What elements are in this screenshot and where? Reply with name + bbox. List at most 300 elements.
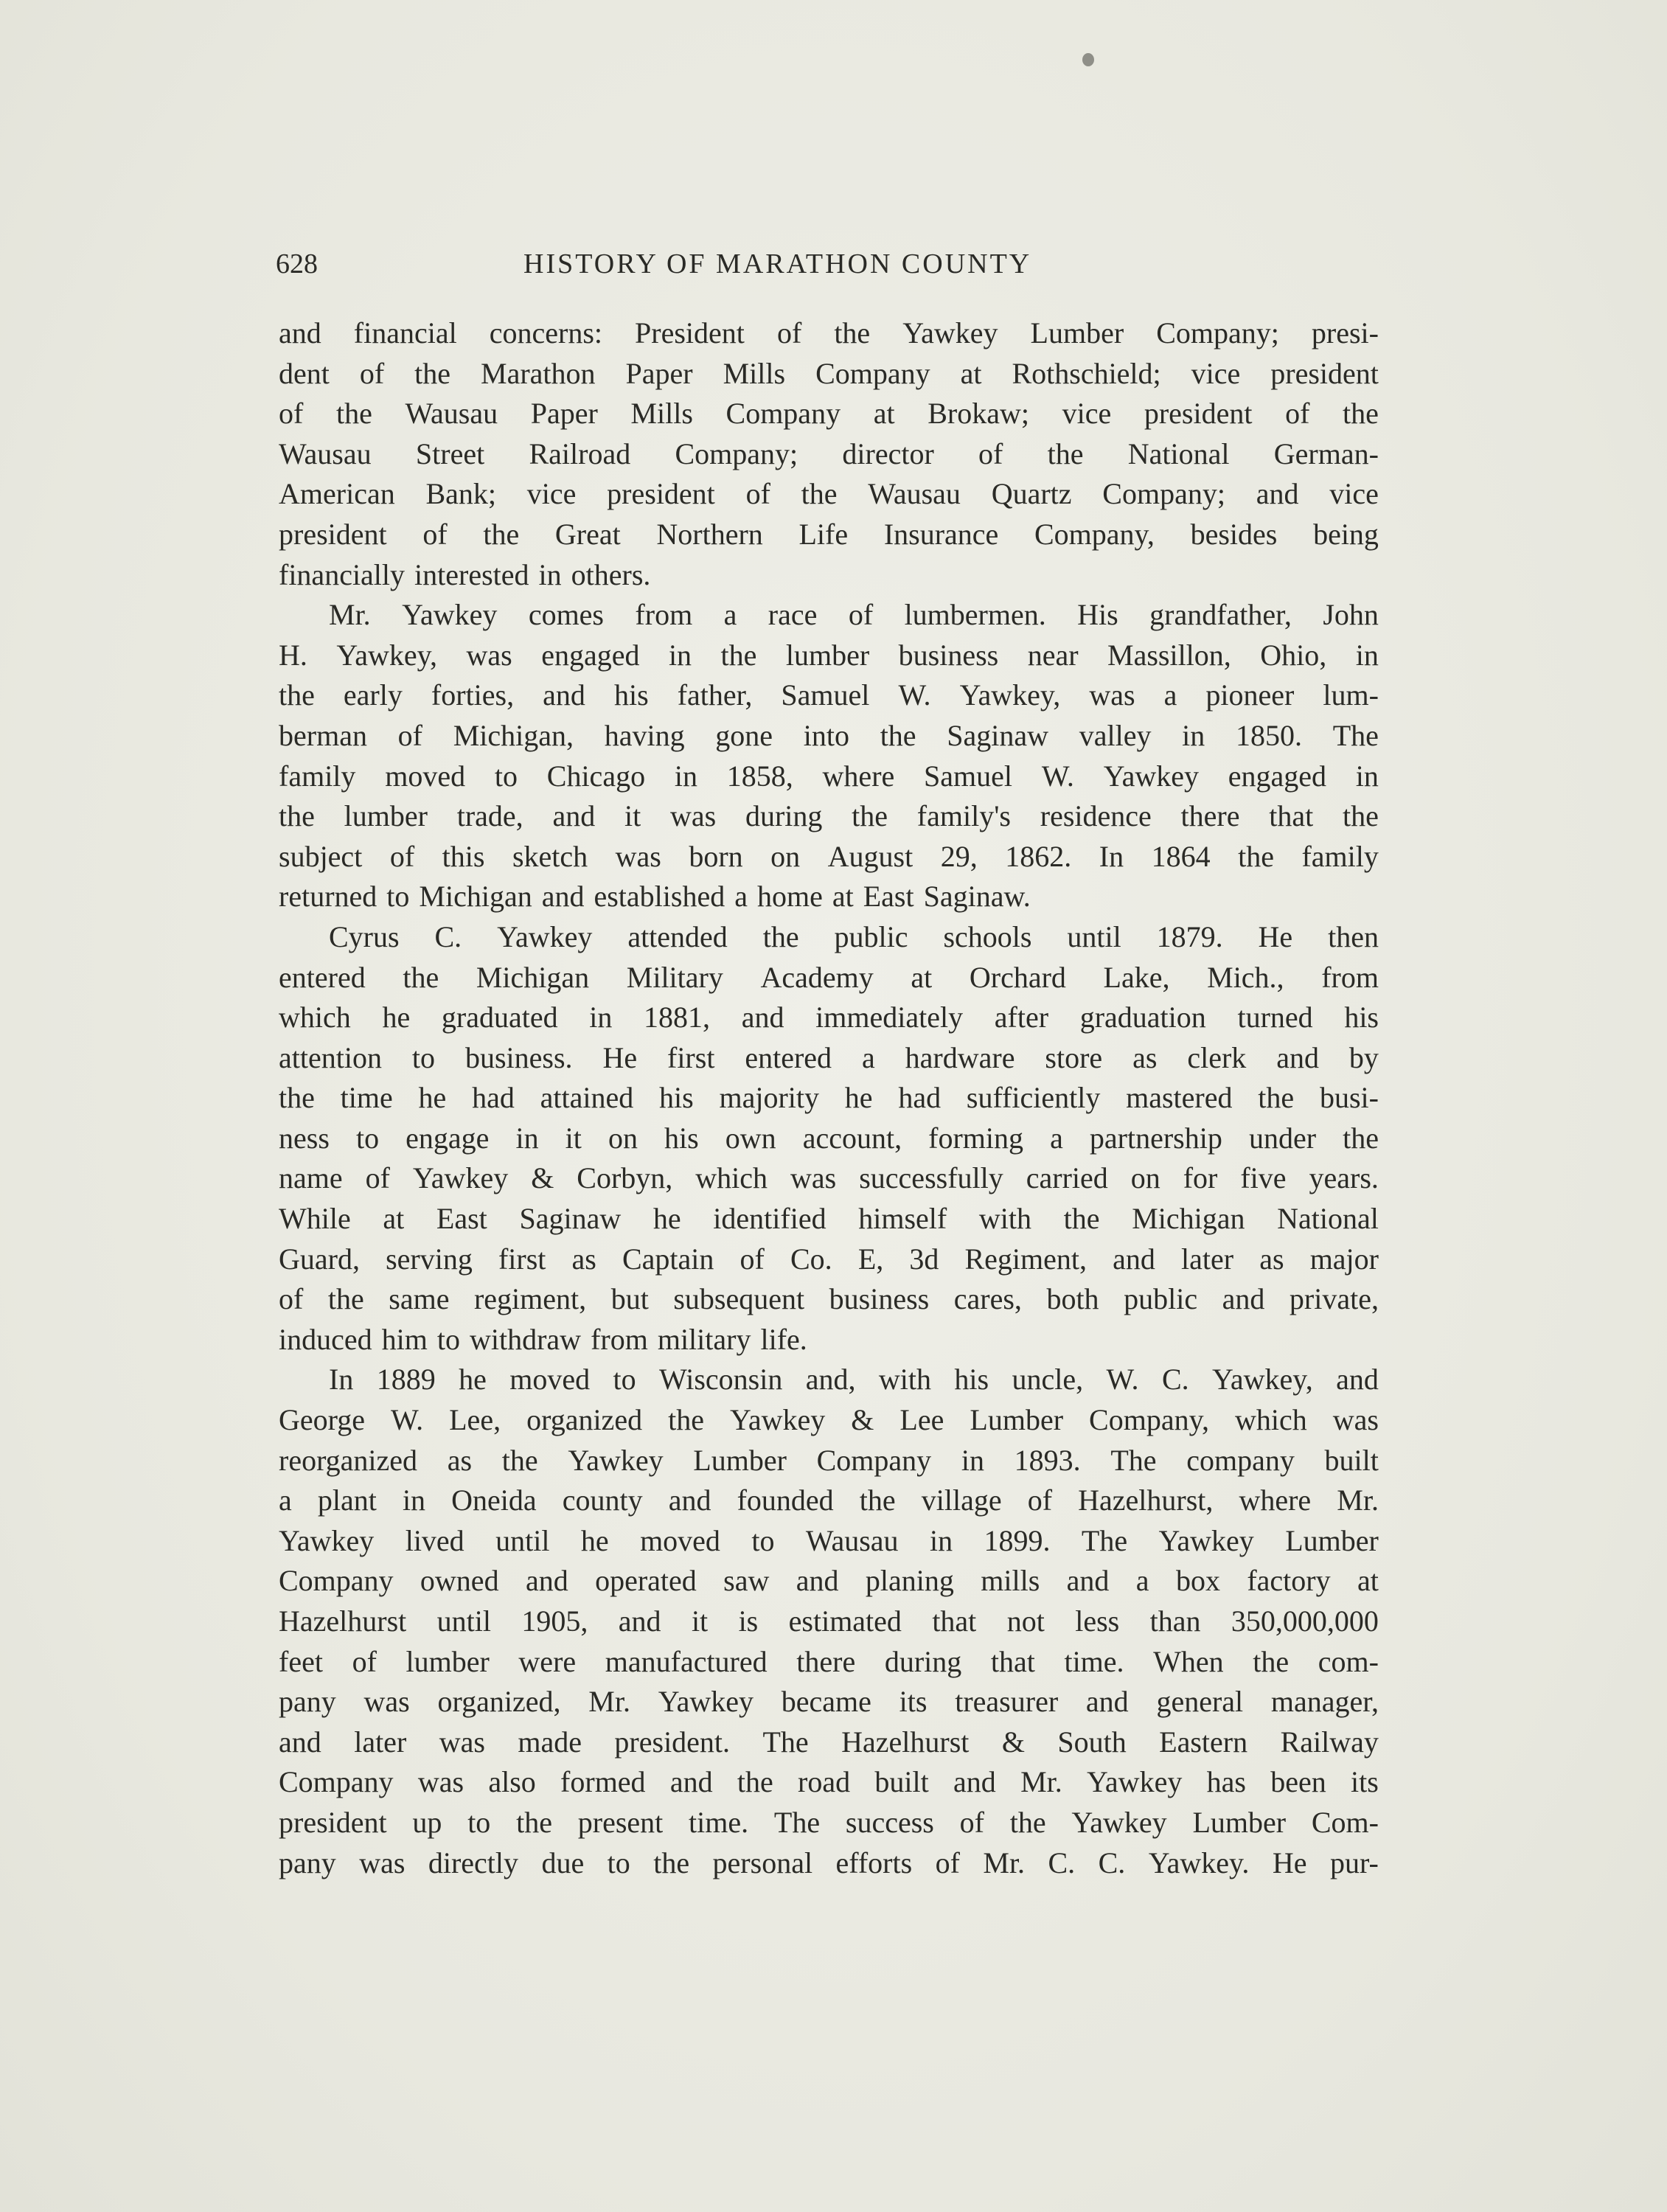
- word: Company: [725, 397, 841, 431]
- running-title: HISTORY OF MARATHON COUNTY: [523, 248, 1032, 279]
- word: was: [669, 799, 717, 833]
- word: E,: [857, 1242, 884, 1276]
- word: and,: [805, 1363, 856, 1397]
- word: pioneer: [1205, 678, 1295, 712]
- word: graduated: [441, 1001, 558, 1034]
- word: in: [402, 1484, 426, 1517]
- running-head: [276, 245, 1382, 283]
- text-line: [279, 1038, 1379, 1079]
- word: Great: [554, 517, 621, 551]
- word: graduation: [1079, 1001, 1206, 1034]
- word: became: [781, 1685, 871, 1719]
- word: not: [1006, 1604, 1045, 1638]
- word: H.: [279, 638, 307, 672]
- word: established: [594, 880, 725, 914]
- text-line: [279, 1601, 1379, 1642]
- word: grandfather,: [1149, 598, 1292, 632]
- word: owned: [420, 1564, 499, 1598]
- word: was: [1332, 1403, 1379, 1437]
- word: private,: [1289, 1282, 1379, 1316]
- text-line: [279, 716, 1379, 757]
- word: C.: [1098, 1846, 1126, 1879]
- text-line: [279, 394, 1379, 434]
- word: the: [327, 1282, 364, 1316]
- word: own: [725, 1121, 776, 1155]
- word: entered: [745, 1040, 832, 1074]
- word: he: [580, 1523, 609, 1557]
- word: forties,: [431, 678, 515, 712]
- word: and: [741, 1001, 784, 1034]
- word: on: [1130, 1161, 1160, 1195]
- word: was: [790, 1161, 837, 1195]
- word: on: [608, 1121, 638, 1155]
- word: the: [1343, 1121, 1379, 1155]
- text-line: [279, 474, 1379, 515]
- word: August: [827, 839, 913, 873]
- word: as: [1259, 1242, 1284, 1276]
- word: the: [762, 919, 799, 953]
- word: National: [1277, 1202, 1379, 1236]
- word: 1850.: [1236, 718, 1302, 752]
- word: the: [1343, 799, 1379, 833]
- text-line: [279, 354, 1379, 394]
- word: President: [635, 316, 745, 349]
- word: had: [898, 1081, 942, 1115]
- word: of: [352, 1644, 377, 1678]
- word: saw: [723, 1564, 770, 1598]
- text-line: [279, 1320, 1379, 1360]
- word: treasurer: [955, 1685, 1059, 1719]
- text-line: [279, 675, 1379, 716]
- word: to: [494, 759, 518, 793]
- word: Wausau: [868, 477, 961, 511]
- word: there: [1180, 799, 1240, 833]
- word: The: [1110, 1443, 1157, 1477]
- word: Company,: [1034, 517, 1155, 551]
- word: it: [624, 799, 641, 833]
- word: South: [1057, 1725, 1127, 1759]
- word: W.: [898, 678, 931, 712]
- word: same: [389, 1282, 450, 1316]
- word: life.: [760, 1322, 807, 1356]
- word: Lumber: [970, 1403, 1064, 1437]
- word: Mr.: [1337, 1484, 1379, 1517]
- word: Yawkey: [402, 598, 498, 632]
- body-text: [279, 313, 1379, 1883]
- word: the: [834, 316, 871, 349]
- word: Ohio,: [1260, 638, 1327, 672]
- word: until: [436, 1604, 491, 1638]
- word: was: [466, 638, 512, 672]
- word: 1862.: [1005, 839, 1072, 873]
- word: Wausau: [405, 397, 498, 431]
- word: turned: [1237, 1001, 1313, 1034]
- word: Yawkey: [1158, 1523, 1254, 1557]
- word: Yawkey: [1087, 1765, 1183, 1799]
- word: 1899.: [984, 1523, 1051, 1557]
- text-line: [279, 796, 1379, 837]
- word: also: [488, 1765, 536, 1799]
- word: was: [615, 839, 661, 873]
- word: American: [279, 477, 395, 511]
- word: to: [607, 1846, 630, 1879]
- word: successfully: [859, 1161, 1003, 1195]
- text-line: [279, 1078, 1379, 1119]
- word: Mr.: [329, 598, 371, 632]
- word: than: [1149, 1604, 1201, 1638]
- word: store: [1045, 1040, 1103, 1074]
- word: was: [359, 1846, 406, 1879]
- word: father,: [677, 678, 753, 712]
- word: Regiment,: [964, 1242, 1087, 1276]
- word: Railroad: [529, 437, 631, 470]
- word: in: [1355, 638, 1379, 672]
- word: by: [1348, 1040, 1379, 1074]
- word: then: [1328, 919, 1379, 953]
- word: plant: [317, 1484, 377, 1517]
- word: engaged: [541, 638, 640, 672]
- word: Mr.: [588, 1685, 630, 1719]
- word: public: [1124, 1282, 1198, 1316]
- text-line: [279, 1441, 1379, 1481]
- word: in: [961, 1443, 984, 1477]
- word: 1881,: [644, 1001, 711, 1034]
- word: the: [880, 718, 916, 752]
- text-line: [279, 636, 1379, 676]
- word: this: [442, 839, 485, 873]
- word: which: [1235, 1403, 1307, 1437]
- word: village: [921, 1484, 1002, 1517]
- word: pany: [279, 1846, 336, 1879]
- word: planing: [865, 1564, 954, 1598]
- word: of: [279, 397, 304, 431]
- word: to: [355, 1121, 380, 1155]
- word: &: [851, 1403, 874, 1437]
- word: founded: [737, 1484, 834, 1517]
- text-line: [279, 958, 1379, 998]
- word: C.: [434, 919, 462, 953]
- word: The: [773, 1805, 821, 1839]
- word: Military: [626, 960, 723, 994]
- word: the: [1253, 1644, 1290, 1678]
- word: Company: [279, 1765, 394, 1799]
- word: subsequent: [673, 1282, 805, 1316]
- word: Railway: [1280, 1725, 1379, 1759]
- word: Quartz: [991, 477, 1072, 511]
- word: Michigan: [476, 960, 590, 994]
- word: and: [796, 1564, 839, 1598]
- word: of: [397, 718, 422, 752]
- word: withdraw: [469, 1322, 582, 1356]
- word: identified: [713, 1202, 826, 1236]
- word: organized: [526, 1403, 643, 1437]
- word: engaged: [1228, 759, 1327, 793]
- word: president.: [614, 1725, 731, 1759]
- word: Yawkey: [279, 1523, 375, 1557]
- word: Guard,: [279, 1242, 360, 1276]
- word: Yawkey.: [1148, 1846, 1250, 1879]
- word: Insurance: [883, 517, 999, 551]
- text-line: [279, 757, 1379, 797]
- word: busi-: [1319, 1081, 1379, 1115]
- word: 29,: [940, 839, 978, 873]
- word: 1893.: [1014, 1443, 1081, 1477]
- word: of: [279, 1282, 304, 1316]
- word: engage: [406, 1121, 490, 1155]
- word: he: [652, 1202, 681, 1236]
- word: of: [848, 598, 874, 632]
- word: Lumber: [1030, 316, 1124, 349]
- word: on: [770, 839, 801, 873]
- word: of: [935, 1846, 960, 1879]
- word: Yawkey,: [1212, 1363, 1313, 1397]
- word: Lumber: [693, 1443, 787, 1477]
- word: Wisconsin: [659, 1363, 783, 1397]
- word: subject: [279, 839, 363, 873]
- word: has: [1206, 1765, 1246, 1799]
- word: and: [1066, 1564, 1110, 1598]
- word: Hazelhurst,: [1078, 1484, 1214, 1517]
- word: Yawkey: [1103, 759, 1199, 793]
- word: operated: [595, 1564, 697, 1598]
- word: a: [279, 1484, 292, 1517]
- word: presi-: [1311, 316, 1379, 349]
- word: it: [565, 1121, 582, 1155]
- word: Yawkey: [412, 1161, 509, 1195]
- word: with: [978, 1202, 1031, 1236]
- word: early: [343, 678, 403, 712]
- word: time: [340, 1081, 393, 1115]
- word: time.: [689, 1805, 749, 1839]
- word: to: [751, 1523, 775, 1557]
- word: of: [739, 1242, 765, 1276]
- word: and: [525, 1564, 568, 1598]
- word: Yawkey: [729, 1403, 826, 1437]
- word: When: [1153, 1644, 1224, 1678]
- word: in: [538, 557, 562, 591]
- word: Chicago: [546, 759, 646, 793]
- word: entered: [279, 960, 366, 994]
- word: a: [734, 880, 748, 914]
- word: the: [414, 356, 451, 390]
- word: Yawkey: [902, 316, 998, 349]
- word: present: [577, 1805, 664, 1839]
- text-line: [279, 917, 1379, 958]
- word: he: [418, 1081, 447, 1115]
- word: induced: [279, 1322, 372, 1356]
- word: major: [1309, 1242, 1379, 1276]
- text-line: [279, 1561, 1379, 1601]
- word: Saginaw.: [923, 880, 1031, 914]
- word: majority: [719, 1081, 820, 1115]
- word: moved: [509, 1363, 591, 1397]
- word: W.: [1106, 1363, 1139, 1397]
- word: at: [873, 397, 895, 431]
- word: he: [382, 1001, 411, 1034]
- word: Wausau: [805, 1523, 899, 1557]
- word: Michigan: [1132, 1202, 1245, 1236]
- word: business: [829, 1282, 930, 1316]
- word: estimated: [788, 1604, 902, 1638]
- word: had: [472, 1081, 515, 1115]
- word: immediately: [815, 1001, 964, 1034]
- word: in: [668, 638, 692, 672]
- word: president: [1144, 397, 1253, 431]
- word: into: [803, 718, 849, 752]
- text-line: [279, 313, 1379, 354]
- word: Mr.: [983, 1846, 1026, 1879]
- word: a: [861, 1040, 875, 1074]
- word: in: [1355, 759, 1379, 793]
- word: the: [403, 960, 439, 994]
- word: during: [745, 799, 823, 833]
- word: East: [863, 880, 914, 914]
- text-line: [279, 1762, 1379, 1803]
- word: Lake,: [1103, 960, 1170, 994]
- word: a: [1163, 678, 1177, 712]
- word: Hazelhurst: [841, 1725, 970, 1759]
- word: feet: [279, 1644, 323, 1678]
- word: Company: [816, 1443, 932, 1477]
- word: &: [531, 1161, 554, 1195]
- word: to: [436, 1322, 460, 1356]
- word: directly: [428, 1846, 519, 1879]
- word: to: [467, 1805, 491, 1839]
- word: his: [1344, 1001, 1379, 1034]
- word: comes: [528, 598, 604, 632]
- word: National: [1127, 437, 1230, 470]
- word: having: [604, 718, 685, 752]
- word: He: [602, 1040, 638, 1074]
- word: partnership: [1089, 1121, 1222, 1155]
- word: the: [1258, 1081, 1295, 1115]
- text-line: [279, 1682, 1379, 1722]
- word: Massillon,: [1107, 638, 1231, 672]
- word: Marathon: [481, 356, 596, 390]
- word: president: [279, 517, 387, 551]
- word: Company: [279, 1564, 394, 1598]
- word: the: [720, 638, 757, 672]
- word: in: [589, 1001, 613, 1034]
- word: of: [389, 839, 415, 873]
- word: at: [383, 1202, 405, 1236]
- word: Mills: [723, 356, 786, 390]
- word: after: [994, 1001, 1049, 1034]
- text-line: [279, 1803, 1379, 1843]
- word: business: [898, 638, 999, 672]
- word: Lumber: [1285, 1523, 1379, 1557]
- word: from: [1321, 960, 1379, 994]
- word: vice: [526, 477, 577, 511]
- word: less: [1075, 1604, 1120, 1638]
- word: its: [899, 1685, 928, 1719]
- word: schools: [943, 919, 1032, 953]
- word: of: [978, 437, 1003, 470]
- word: Cyrus: [329, 919, 400, 953]
- word: While: [279, 1202, 351, 1236]
- word: attended: [627, 919, 728, 953]
- word: at: [832, 880, 854, 914]
- word: the: [1238, 839, 1274, 873]
- word: and: [669, 1765, 713, 1799]
- word: Mich.,: [1207, 960, 1284, 994]
- word: the: [501, 1443, 538, 1477]
- word: manufactured: [605, 1644, 768, 1678]
- text-line: [279, 837, 1379, 877]
- word: regiment,: [473, 1282, 587, 1316]
- word: there: [796, 1644, 856, 1678]
- word: His: [1077, 598, 1118, 632]
- word: of: [959, 1805, 984, 1839]
- word: and: [1085, 1685, 1129, 1719]
- word: where: [822, 759, 895, 793]
- word: and: [279, 1725, 321, 1759]
- word: Michigan,: [453, 718, 574, 752]
- word: in: [674, 759, 697, 793]
- text-line: [279, 595, 1379, 636]
- word: in: [1182, 718, 1205, 752]
- word: and: [1113, 1242, 1155, 1276]
- word: until: [495, 1523, 550, 1557]
- word: president: [1270, 356, 1379, 390]
- word: and: [1222, 1282, 1265, 1316]
- word: vice: [1191, 356, 1241, 390]
- word: later: [354, 1725, 407, 1759]
- word: Rothschield;: [1012, 356, 1161, 390]
- word: concerns:: [489, 316, 603, 349]
- word: Yawkey: [1071, 1805, 1167, 1839]
- word: his: [659, 1081, 694, 1115]
- word: but: [610, 1282, 649, 1316]
- word: lumber: [406, 1644, 490, 1678]
- word: He: [1258, 919, 1293, 953]
- word: In: [1099, 839, 1124, 873]
- word: 350,000,000: [1231, 1604, 1379, 1638]
- word: Saginaw: [519, 1202, 622, 1236]
- word: lumber: [785, 638, 870, 672]
- word: Yawkey: [568, 1443, 664, 1477]
- word: at: [960, 356, 982, 390]
- word: to: [613, 1363, 636, 1397]
- word: W.: [1041, 759, 1074, 793]
- word: Michigan: [419, 880, 532, 914]
- word: of: [1027, 1484, 1053, 1517]
- word: at: [1357, 1564, 1379, 1598]
- text-line: [279, 1481, 1379, 1521]
- word: was: [439, 1725, 485, 1759]
- word: residence: [1040, 799, 1152, 833]
- text-line: [279, 1521, 1379, 1562]
- word: George: [279, 1403, 365, 1437]
- word: from: [591, 1322, 648, 1356]
- word: Yawkey,: [959, 678, 1061, 712]
- text-line: [279, 1199, 1379, 1239]
- word: sketch: [512, 839, 588, 873]
- word: public: [834, 919, 908, 953]
- word: The: [1081, 1523, 1128, 1557]
- word: was: [363, 1685, 410, 1719]
- word: later: [1181, 1242, 1234, 1276]
- word: during: [884, 1644, 962, 1678]
- word: lum-: [1323, 678, 1379, 712]
- page-number: 628: [276, 248, 318, 279]
- word: In: [329, 1363, 354, 1397]
- word: the: [859, 1484, 896, 1517]
- word: been: [1270, 1765, 1326, 1799]
- word: that: [1269, 799, 1314, 833]
- word: of: [422, 517, 448, 551]
- word: the: [653, 1846, 690, 1879]
